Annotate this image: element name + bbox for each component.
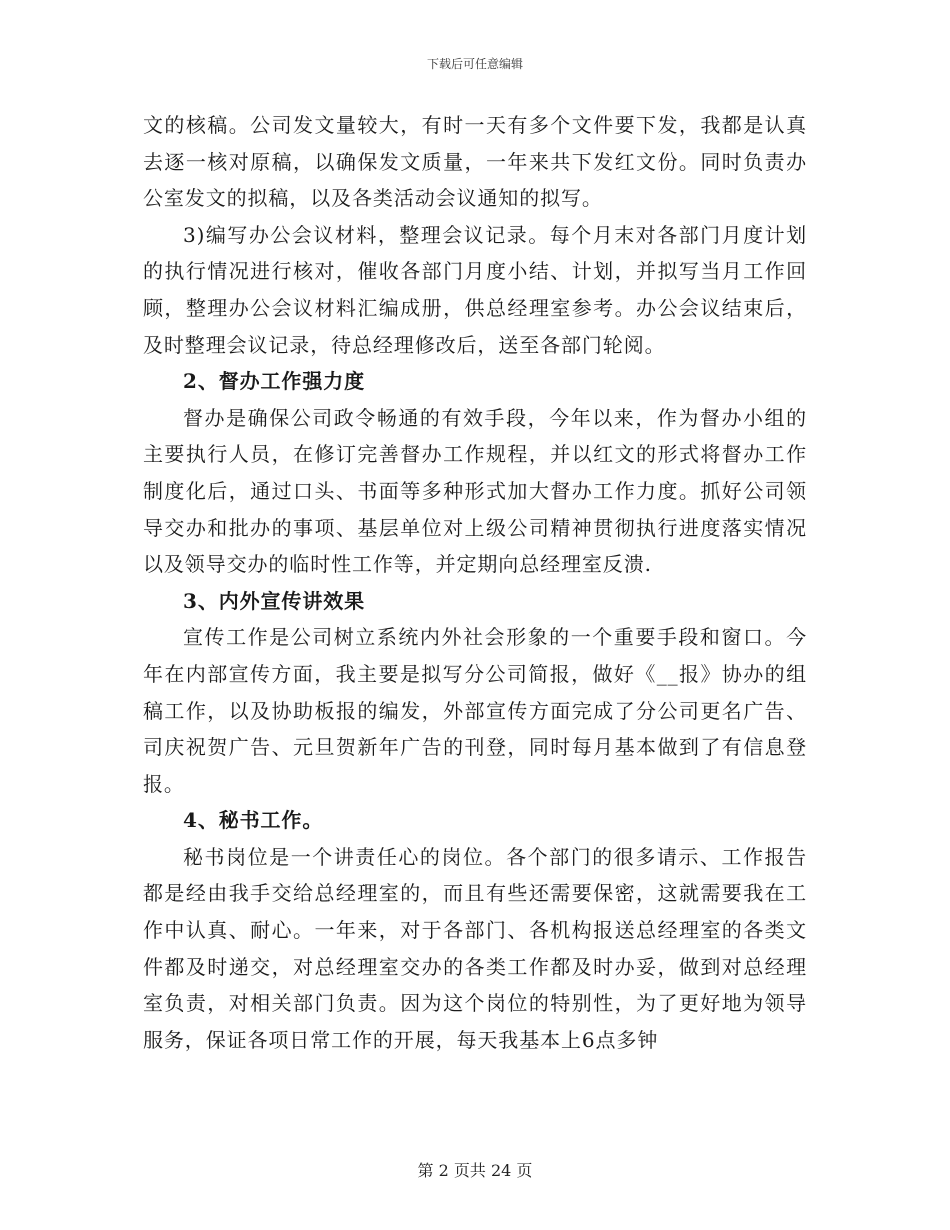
- paragraph-secretary: 秘书岗位是一个讲责任心的岗位。各个部门的很多请示、工作报告都是经由我手交给总经理室的，而且有些还需要保密，这就需要我在工作中认真、耐心。一年来，对于各部门、各机构报送总经理室的各类文件都及时递交，对总经理室交办的各类工作都及时办妥，做到对总经理室负责，对相关部门负责。因为这个岗位的特别性，为了更好地为领导服务，保证各项日常工作的开展，每天我基本上6点多钟: [143, 844, 807, 1052]
- page-number: 第 2 页共 24 页: [417, 1161, 533, 1180]
- section-heading-supervision: 2、督办工作强力度: [183, 369, 366, 394]
- document-body: [143, 107, 807, 1058]
- section-heading-secretary: 4、秘书工作。: [183, 808, 324, 833]
- page-header: 下载后可任意编辑: [426, 57, 523, 71]
- paragraph-supervision: 督办是确保公司政令畅通的有效手段，今年以来，作为督办小组的主要执行人员，在修订完善督办工作规程，并以红文的形式将督办工作制度化后，通过口头、书面等多种形式加大督办工作力度。抓好公司领导交办和批办的事项、基层单位对上级公司精神贯彻执行进度落实情况以及领导交办的临时性工作等，并定期向总经理室反溃.: [143, 405, 807, 577]
- paragraph-review: 文的核稿。公司发文量较大，有时一天有多个文件要下发，我都是认真去逐一核对原稿，以确保发文质量，一年来共下发红文份。同时负责办公室发文的拟稿，以及各类活动会议通知的拟写。: [143, 113, 807, 211]
- section-heading-publicity: 3、内外宣传讲效果: [183, 588, 366, 613]
- paragraph-publicity: 宣传工作是公司树立系统内外社会形象的一个重要手段和窗口。今年在内部宣传方面，我主要是拟写分公司简报，做好《__报》协办的组稿工作，以及协助板报的编发，外部宣传方面完成了分公司更名广告、司庆祝贺广告、元旦贺新年广告的刊登，同时每月基本做到了有信息登报。: [143, 625, 807, 796]
- paragraph-meeting-materials: 3)编写办公会议材料，整理会议记录。每个月末对各部门月度计划的执行情况进行核对，催收各部门月度小结、计划，并拟写当月工作回顾，整理办公会议材料汇编成册，供总经理室参考。办公会议结束后，及时整理会议记录，待总经理修改后，送至各部门轮阅。: [143, 222, 807, 357]
